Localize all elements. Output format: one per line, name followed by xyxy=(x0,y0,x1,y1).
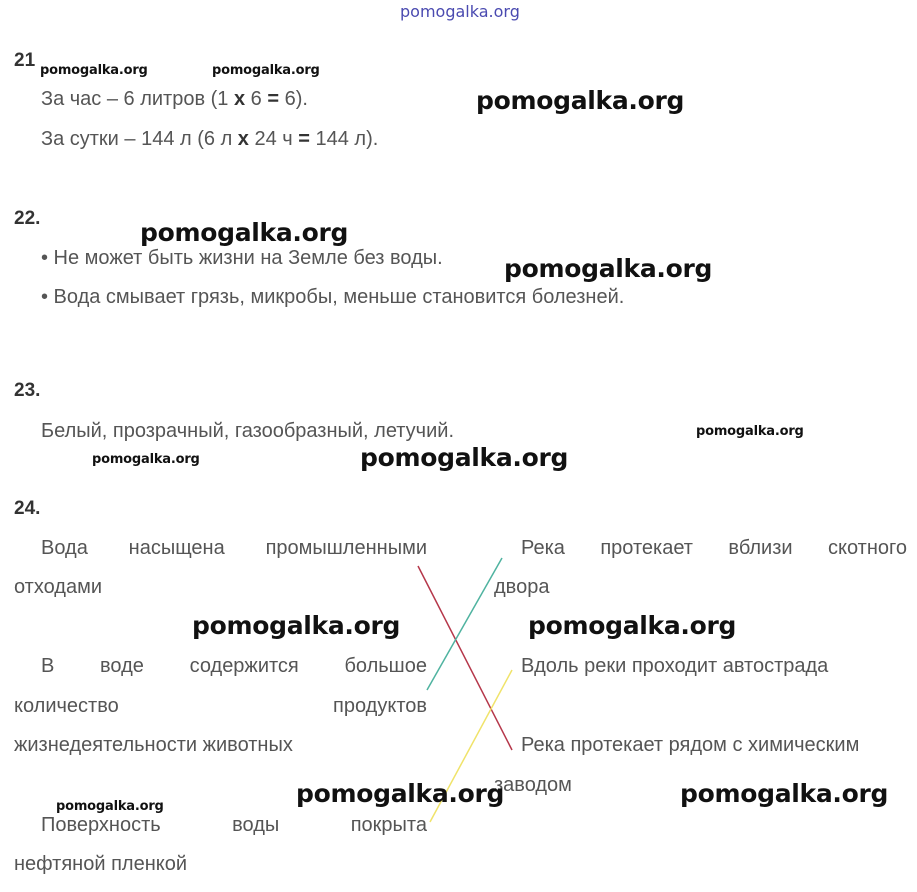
task-24-number: 24. xyxy=(14,498,41,519)
watermark-small: pomogalka.org xyxy=(696,424,804,439)
multiply-sign: x xyxy=(237,128,249,150)
watermark: pomogalka.org xyxy=(140,218,349,247)
right-item-3-line-1: Река протекает рядом с химическим xyxy=(521,734,860,756)
task-22-bullet-2: • Вода смывает грязь, микробы, меньше становится болезней. xyxy=(41,286,625,308)
word: воде xyxy=(100,655,144,677)
left-item-2-line-3: жизнедеятельности животных xyxy=(14,734,293,756)
watermark-small: pomogalka.org xyxy=(40,63,148,78)
left-item-1-line-2: отходами xyxy=(14,576,103,598)
task-23-number: 23. xyxy=(14,380,41,401)
right-item-3-line-2: заводом xyxy=(494,774,572,796)
word: промышленными xyxy=(265,537,427,559)
right-item-1-line-2: двора xyxy=(494,576,550,598)
watermark: pomogalka.org xyxy=(296,779,505,808)
word: покрыта xyxy=(350,814,427,836)
word: насыщена xyxy=(128,537,225,559)
word: Река xyxy=(521,537,565,559)
watermark-small: pomogalka.org xyxy=(212,63,320,78)
watermark: pomogalka.org xyxy=(476,86,685,115)
word: воды xyxy=(232,814,280,836)
multiply-sign: x xyxy=(234,88,246,110)
word: большое xyxy=(344,655,427,677)
task-21-line-1-mid: 6 xyxy=(245,88,268,110)
task-21-number: 21 xyxy=(14,50,36,71)
right-item-2-line-1: Вдоль реки проходит автострада xyxy=(521,655,829,677)
top-watermark: pomogalka.org xyxy=(400,2,520,21)
word: содержится xyxy=(189,655,299,677)
left-item-3-line-2: нефтяной пленкой xyxy=(14,853,188,875)
word: количество xyxy=(14,695,119,717)
watermark-small: pomogalka.org xyxy=(92,452,200,467)
task-23-text: Белый, прозрачный, газообразный, летучий. xyxy=(41,420,454,442)
watermark: pomogalka.org xyxy=(528,611,737,640)
match-line-teal xyxy=(427,558,502,690)
word: скотного xyxy=(828,537,907,559)
task-22-bullet-1: • Не может быть жизни на Земле без воды. xyxy=(41,247,443,269)
task-21-line-2-mid: 24 ч xyxy=(248,128,299,150)
task-22-number: 22. xyxy=(14,208,41,229)
task-21-line-1-text: За час – 6 литров (1 xyxy=(41,88,234,110)
watermark: pomogalka.org xyxy=(192,611,401,640)
watermark: pomogalka.org xyxy=(360,443,569,472)
watermark-small: pomogalka.org xyxy=(56,799,164,814)
word: протекает xyxy=(600,537,693,559)
task-21-line-1-end: 6). xyxy=(279,88,308,110)
word: В xyxy=(41,655,55,677)
watermark: pomogalka.org xyxy=(504,254,713,283)
word: Поверхность xyxy=(41,814,161,836)
word: продуктов xyxy=(333,695,427,717)
match-line-red xyxy=(418,566,512,750)
task-21-line-2-end: 144 л). xyxy=(309,128,379,150)
equals-sign: = xyxy=(298,128,310,150)
word: вблизи xyxy=(728,537,793,559)
equals-sign: = xyxy=(267,88,280,110)
watermark: pomogalka.org xyxy=(680,779,889,808)
task-21-line-2-text: За сутки – 144 л (6 л xyxy=(41,128,238,150)
word: Вода xyxy=(41,537,88,559)
